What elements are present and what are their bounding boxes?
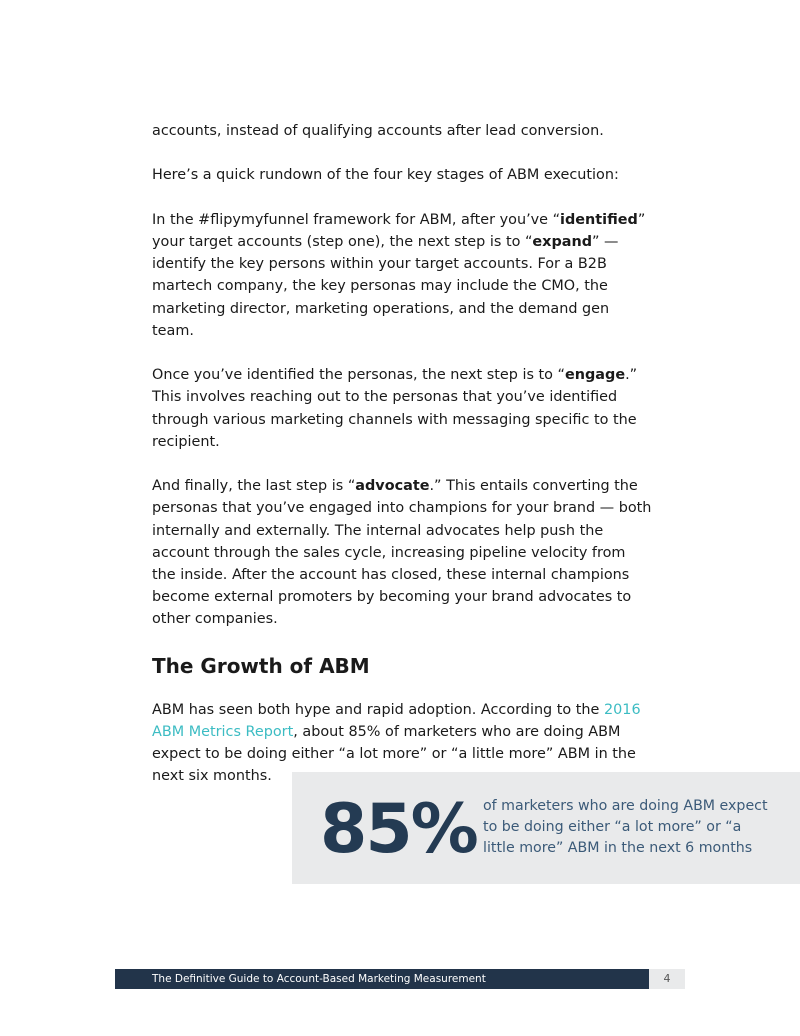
- text-segment: ” — identify the key persons within your target accounts. For a B2B martech company, the key personas may include the CMO, the marketing director, marketing operations, and the demand gen team.: [152, 233, 619, 339]
- paragraph-intro: accounts, instead of qualifying accounts after lead conversion.: [152, 123, 604, 139]
- section-heading: The Growth of ABM: [152, 653, 370, 678]
- text-segment: ABM has seen both hype and rapid adoption. According to the: [152, 701, 604, 718]
- bold-identified: identified: [560, 211, 638, 228]
- paragraph-rundown: Here’s a quick rundown of the four key stages of ABM execution:: [152, 167, 619, 184]
- report-link[interactable]: 2016 ABM Metrics Report: [152, 701, 641, 740]
- text-segment: And finally, the last step is “: [152, 478, 356, 495]
- footer-title: The Definitive Guide to Account-Based Marketing Measurement: [152, 973, 486, 985]
- paragraph-engage: [152, 364, 652, 453]
- text-segment: Once you’ve identified the personas, the next step is to “: [152, 367, 565, 384]
- stat-number: 85%: [320, 790, 477, 869]
- text-segment: .” This entails converting the personas that you’ve engaged into champions for your brand — both internally and externally. The internal advocates help push the account through the sales cycle, increasing pipeline velocity from the inside. After the account has closed, these internal champions become external promoters by becoming your brand advocates to other companies.: [152, 478, 652, 628]
- bold-engage: engage: [565, 367, 626, 384]
- text-segment: In the #flipymyfunnel framework for ABM, after you’ve “: [152, 211, 561, 228]
- main-content: [152, 120, 652, 810]
- page-number: 4: [663, 972, 671, 985]
- paragraph-identify-expand: [152, 209, 652, 342]
- stat-callout: [292, 772, 800, 884]
- page-number-box: [649, 969, 685, 989]
- text-segment: , about 85% of marketers who are doing ABM expect to be doing either “a lot more” or “a little more” ABM in the next six months.: [152, 724, 636, 785]
- paragraph-advocate: [152, 475, 652, 630]
- text-segment: ” your target accounts (step one), the next step is to “: [152, 211, 646, 250]
- stat-description: of marketers who are doing ABM expect to be doing either “a lot more” or “a little more” ABM in the next 6 months: [483, 798, 768, 856]
- bold-expand: expand: [532, 233, 593, 250]
- bold-advocate: advocate: [355, 478, 430, 495]
- footer-bar: [115, 969, 649, 989]
- text-segment: .” This involves reaching out to the personas that you’ve identified through various marketing channels with messaging specific to the recipient.: [152, 367, 638, 450]
